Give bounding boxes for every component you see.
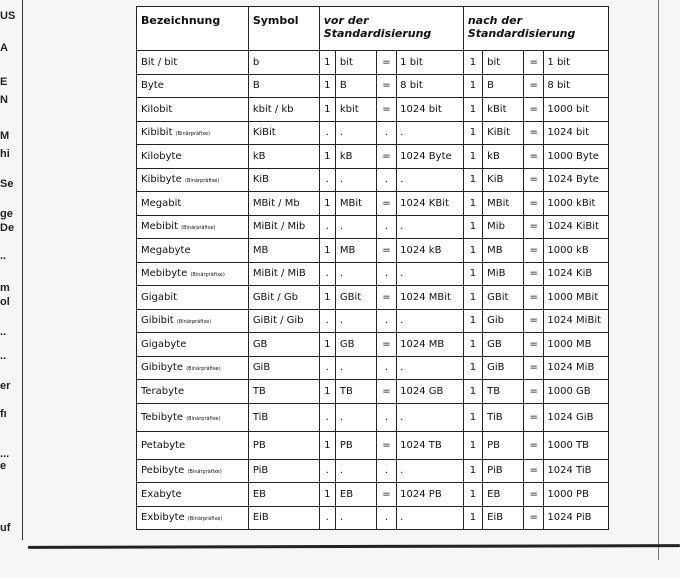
left-fragment-text: ... <box>0 448 10 460</box>
cell-nach-count: 1 <box>463 74 482 98</box>
cell-bezeichnung <box>137 380 249 404</box>
table-row <box>137 459 609 483</box>
cell-vor-value: . <box>397 121 464 145</box>
cell-nach-count: 1 <box>463 145 482 169</box>
left-fragment-text: E <box>0 76 8 88</box>
cell-nach-equals: = <box>524 403 544 431</box>
left-fragment-text: N <box>0 94 8 106</box>
cell-vor-unit: kbit <box>335 98 376 122</box>
cell-vor-equals: . <box>376 459 396 483</box>
unit-name: Exabyte <box>141 488 182 500</box>
unit-name: Megabit <box>141 197 182 209</box>
cell-bezeichnung <box>137 168 249 192</box>
cell-symbol: PB <box>248 431 319 459</box>
cell-vor-value: . <box>397 459 464 483</box>
binary-prefix-note: (Binärpräfixe) <box>187 516 223 523</box>
binary-prefix-note: (Binärpräfixe) <box>186 366 221 373</box>
cell-nach-value: 1000 kBit <box>544 192 609 216</box>
left-fragment-text: .. <box>0 350 7 362</box>
cell-bezeichnung <box>137 431 249 459</box>
cell-bezeichnung <box>137 459 249 483</box>
cell-vor-count: . <box>319 309 335 333</box>
cell-symbol: GiBit / Gib <box>248 309 319 333</box>
cell-vor-unit: MB <box>335 239 376 263</box>
cell-symbol: TiB <box>248 403 319 431</box>
cell-nach-value: 1024 GiB <box>544 403 609 431</box>
unit-name: Mebibit <box>141 221 178 233</box>
cell-vor-equals: . <box>376 309 396 333</box>
cell-nach-value: 8 bit <box>544 74 609 98</box>
cell-nach-unit: GB <box>483 333 524 357</box>
cell-nach-count: 1 <box>463 309 482 333</box>
table-row <box>137 333 609 357</box>
cell-symbol: GB <box>248 333 319 357</box>
cell-vor-unit: kB <box>335 145 376 169</box>
cell-vor-equals: = <box>376 74 396 98</box>
cell-nach-count: 1 <box>463 121 482 145</box>
cell-nach-equals: = <box>524 309 544 333</box>
cell-nach-count: 1 <box>463 286 482 310</box>
binary-prefix-note: (Binärpräfixe) <box>187 469 222 476</box>
cell-vor-value: 8 bit <box>397 74 464 98</box>
cell-symbol: PiB <box>248 459 319 483</box>
cell-nach-count: 1 <box>463 506 482 530</box>
cell-nach-value: 1000 MB <box>544 333 609 357</box>
cell-vor-equals: = <box>376 286 396 310</box>
cell-nach-count: 1 <box>463 459 482 483</box>
cell-nach-equals: = <box>524 51 544 75</box>
unit-name: Terabyte <box>141 385 185 397</box>
unit-name: Byte <box>141 80 164 92</box>
cell-nach-count: 1 <box>463 431 482 459</box>
cell-nach-value: 1000 MBit <box>544 286 609 310</box>
unit-name: Tebibyte <box>141 411 184 423</box>
cell-nach-count: 1 <box>463 168 482 192</box>
unit-name: Kibibyte <box>141 174 182 186</box>
table-row <box>137 145 609 169</box>
left-fragment-text: M <box>0 130 10 142</box>
cell-nach-unit: EiB <box>483 506 524 530</box>
cell-vor-count: 1 <box>319 145 335 169</box>
cell-nach-value: 1024 bit <box>544 121 609 145</box>
left-fragment-text: ge <box>0 208 13 220</box>
table-row <box>137 192 609 216</box>
cell-vor-count: 1 <box>319 51 335 75</box>
table-row <box>137 239 609 263</box>
left-page-border <box>22 0 23 540</box>
cell-vor-equals: . <box>376 262 396 286</box>
cell-nach-equals: = <box>524 506 544 530</box>
unit-name: Gibibit <box>141 315 174 327</box>
cell-nach-equals: = <box>524 145 544 169</box>
cell-bezeichnung <box>137 121 249 145</box>
cell-bezeichnung <box>137 286 249 310</box>
cell-vor-equals: = <box>376 145 396 169</box>
cell-symbol: GBit / Gb <box>248 286 319 310</box>
left-fragment-text: .. <box>0 326 7 338</box>
cell-nach-unit: EB <box>483 483 524 507</box>
cell-nach-unit: PiB <box>483 459 524 483</box>
cell-vor-unit: . <box>335 356 376 380</box>
cell-nach-count: 1 <box>463 403 482 431</box>
cell-nach-value: 1 bit <box>544 51 609 75</box>
cell-vor-value: . <box>397 168 464 192</box>
cell-vor-equals: = <box>376 51 396 75</box>
left-fragment-text: US <box>0 10 16 22</box>
cell-bezeichnung <box>137 333 249 357</box>
cell-vor-unit: PB <box>335 431 376 459</box>
cell-symbol: MBit / Mb <box>248 192 319 216</box>
cell-symbol: MiBit / MiB <box>248 262 319 286</box>
cell-vor-unit: bit <box>335 51 376 75</box>
cell-nach-unit: B <box>483 74 524 98</box>
cell-vor-count: 1 <box>319 98 335 122</box>
col-header-symbol: Symbol <box>248 7 319 51</box>
cell-symbol: KiBit <box>248 121 319 145</box>
cell-nach-unit: KiBit <box>483 121 524 145</box>
cell-bezeichnung <box>137 145 249 169</box>
cell-symbol: kB <box>248 145 319 169</box>
cell-vor-count: . <box>319 121 335 145</box>
table-row <box>137 380 609 404</box>
cell-nach-equals: = <box>524 459 544 483</box>
cell-nach-equals: = <box>524 121 544 145</box>
cell-bezeichnung <box>137 215 249 239</box>
cell-nach-equals: = <box>524 483 544 507</box>
left-fragment-text: .. <box>0 250 7 262</box>
cell-bezeichnung <box>137 356 249 380</box>
cell-nach-value: 1024 KiBit <box>544 215 609 239</box>
left-fragment-text: De <box>0 222 15 234</box>
cell-nach-count: 1 <box>463 483 482 507</box>
cell-bezeichnung <box>137 98 249 122</box>
cell-vor-unit: . <box>335 215 376 239</box>
cell-bezeichnung <box>137 309 249 333</box>
cell-vor-equals: = <box>376 192 396 216</box>
binary-prefix-note: (Binärpräfixe) <box>181 225 216 232</box>
unit-name: Gigabyte <box>141 338 187 350</box>
cell-vor-equals: . <box>376 121 396 145</box>
left-fragment-text: m <box>0 282 10 294</box>
binary-prefix-note: (Binärpräfixe) <box>185 178 220 185</box>
left-fragment-text: ol <box>0 296 10 308</box>
cell-nach-unit: TB <box>483 380 524 404</box>
cell-nach-unit: MB <box>483 239 524 263</box>
cell-vor-count: . <box>319 403 335 431</box>
table-row <box>137 356 609 380</box>
cell-nach-count: 1 <box>463 262 482 286</box>
cell-nach-value: 1000 PB <box>544 483 609 507</box>
cell-vor-equals: = <box>376 380 396 404</box>
cell-nach-unit: TiB <box>483 403 524 431</box>
cell-vor-unit: . <box>335 262 376 286</box>
unit-name: Exbibyte <box>141 512 185 524</box>
cell-bezeichnung <box>137 403 249 431</box>
left-fragment-text: e <box>0 460 7 472</box>
cell-vor-count: 1 <box>319 239 335 263</box>
cell-vor-count: 1 <box>319 192 335 216</box>
cell-vor-value: 1024 Byte <box>397 145 464 169</box>
cell-vor-value: 1024 kB <box>397 239 464 263</box>
cell-nach-value: 1024 MiBit <box>544 309 609 333</box>
cell-nach-unit: MiB <box>483 262 524 286</box>
cell-nach-unit: KiB <box>483 168 524 192</box>
col-header-bezeichnung: Bezeichnung <box>137 7 249 51</box>
cell-vor-equals: = <box>376 431 396 459</box>
cell-vor-unit: EB <box>335 483 376 507</box>
cell-vor-count: 1 <box>319 333 335 357</box>
cell-nach-equals: = <box>524 239 544 263</box>
table-row <box>137 121 609 145</box>
cell-nach-value: 1000 GB <box>544 380 609 404</box>
cell-vor-count: . <box>319 506 335 530</box>
unit-name: Bit / bit <box>141 56 178 68</box>
cell-nach-value: 1024 MiB <box>544 356 609 380</box>
cell-vor-value: 1024 GB <box>397 380 464 404</box>
cell-vor-value: . <box>397 309 464 333</box>
left-fragment-text: er <box>0 380 11 392</box>
cell-nach-equals: = <box>524 74 544 98</box>
cell-nach-value: 1000 TB <box>544 431 609 459</box>
cell-vor-value: 1024 PB <box>397 483 464 507</box>
binary-prefix-note: (Binärpräfixe) <box>175 131 211 138</box>
unit-name: Kilobyte <box>141 150 182 162</box>
left-fragment-text: uf <box>0 522 11 534</box>
cell-vor-unit: . <box>335 168 376 192</box>
cell-nach-value: 1000 bit <box>544 98 609 122</box>
cell-vor-equals: . <box>376 215 396 239</box>
cell-vor-unit: GBit <box>335 286 376 310</box>
cell-bezeichnung <box>137 483 249 507</box>
unit-name: Megabyte <box>141 244 191 256</box>
unit-name: Petabyte <box>141 439 186 451</box>
cell-symbol: GiB <box>248 356 319 380</box>
cell-bezeichnung <box>137 51 249 75</box>
cell-nach-unit: Mib <box>483 215 524 239</box>
cell-nach-value: 1000 kB <box>544 239 609 263</box>
cell-nach-equals: = <box>524 356 544 380</box>
cell-nach-count: 1 <box>463 98 482 122</box>
unit-name: Gigabit <box>141 291 178 303</box>
table-row <box>137 215 609 239</box>
cell-symbol: TB <box>248 380 319 404</box>
cell-bezeichnung <box>137 74 249 98</box>
table-row <box>137 98 609 122</box>
cell-nach-unit: PB <box>483 431 524 459</box>
cell-symbol: KiB <box>248 168 319 192</box>
cell-symbol: MiBit / Mib <box>248 215 319 239</box>
binary-prefix-note: (Binärpräfixe) <box>190 272 225 279</box>
cell-symbol: MB <box>248 239 319 263</box>
cell-nach-count: 1 <box>463 333 482 357</box>
col-header-nach <box>463 7 608 51</box>
table-row <box>137 74 609 98</box>
cell-vor-count: 1 <box>319 380 335 404</box>
cell-nach-equals: = <box>524 168 544 192</box>
cell-nach-value: 1024 KiB <box>544 262 609 286</box>
cell-vor-unit: . <box>335 506 376 530</box>
cell-nach-equals: = <box>524 262 544 286</box>
cell-vor-unit: . <box>335 121 376 145</box>
cell-nach-value: 1024 TiB <box>544 459 609 483</box>
cell-bezeichnung <box>137 506 249 530</box>
col-header-vor-text: vor der Standardisierung <box>323 14 432 40</box>
cell-nach-count: 1 <box>463 380 482 404</box>
cell-vor-value: 1024 TB <box>397 431 464 459</box>
cell-bezeichnung <box>137 239 249 263</box>
left-fragment-text: A <box>0 42 8 54</box>
unit-name: Kilobit <box>141 103 173 115</box>
left-page-fragment <box>0 0 24 560</box>
cell-nach-equals: = <box>524 333 544 357</box>
cell-vor-equals: . <box>376 356 396 380</box>
left-fragment-text: Se <box>0 178 14 190</box>
unit-name: Kibibit <box>141 127 173 139</box>
binary-prefix-note: (Binärpräfixe) <box>176 319 212 326</box>
cell-vor-equals: = <box>376 483 396 507</box>
cell-vor-unit: B <box>335 74 376 98</box>
cell-nach-equals: = <box>524 215 544 239</box>
cell-vor-value: . <box>397 356 464 380</box>
cell-symbol: kbit / kb <box>248 98 319 122</box>
cell-vor-value: 1024 MBit <box>397 286 464 310</box>
cell-vor-unit: . <box>335 459 376 483</box>
cell-vor-value: . <box>397 262 464 286</box>
table-row <box>137 51 609 75</box>
right-page-border <box>658 0 659 560</box>
unit-name: Mebibyte <box>141 268 188 280</box>
cell-vor-count: 1 <box>319 286 335 310</box>
cell-nach-unit: GBit <box>483 286 524 310</box>
cell-nach-equals: = <box>524 192 544 216</box>
cell-vor-unit: TB <box>335 380 376 404</box>
cell-nach-unit: Gib <box>483 309 524 333</box>
table-row <box>137 309 609 333</box>
cell-bezeichnung <box>137 192 249 216</box>
cell-vor-count: 1 <box>319 483 335 507</box>
cell-nach-unit: bit <box>483 51 524 75</box>
cell-vor-count: . <box>319 168 335 192</box>
cell-nach-equals: = <box>524 286 544 310</box>
cell-vor-equals: . <box>376 506 396 530</box>
cell-nach-equals: = <box>524 431 544 459</box>
cell-nach-equals: = <box>524 98 544 122</box>
cell-vor-unit: MBit <box>335 192 376 216</box>
cell-nach-count: 1 <box>463 239 482 263</box>
cell-nach-unit: kB <box>483 145 524 169</box>
left-fragment-text: hi <box>0 148 10 160</box>
cell-vor-count: . <box>319 459 335 483</box>
table-row <box>137 168 609 192</box>
table-row <box>137 483 609 507</box>
cell-vor-value: 1 bit <box>397 51 464 75</box>
binary-prefix-note: (Binärpräfixe) <box>186 415 221 422</box>
cell-vor-value: . <box>397 215 464 239</box>
cell-vor-equals: = <box>376 98 396 122</box>
cell-nach-value: 1024 PiB <box>544 506 609 530</box>
cell-nach-equals: = <box>524 380 544 404</box>
cell-nach-count: 1 <box>463 51 482 75</box>
table-row <box>137 506 609 530</box>
cell-symbol: EiB <box>248 506 319 530</box>
cell-vor-unit: . <box>335 309 376 333</box>
cell-vor-count: . <box>319 215 335 239</box>
unit-table <box>136 6 609 530</box>
table-body <box>137 51 609 530</box>
cell-vor-count: . <box>319 262 335 286</box>
cell-symbol: b <box>248 51 319 75</box>
cell-nach-value: 1000 Byte <box>544 145 609 169</box>
header-row <box>137 7 609 51</box>
cell-nach-unit: GiB <box>483 356 524 380</box>
cell-vor-unit: . <box>335 403 376 431</box>
cell-vor-count: 1 <box>319 431 335 459</box>
bottom-rule <box>28 544 680 549</box>
col-header-nach-text: nach der Standardisierung <box>467 14 576 40</box>
cell-vor-unit: GB <box>335 333 376 357</box>
left-fragment-text: fı <box>0 408 7 420</box>
cell-vor-equals: . <box>376 403 396 431</box>
cell-vor-value: . <box>397 403 464 431</box>
cell-vor-count: . <box>319 356 335 380</box>
col-header-vor <box>319 7 463 51</box>
cell-vor-value: 1024 KBit <box>397 192 464 216</box>
table-row <box>137 262 609 286</box>
unit-name: Pebibyte <box>141 465 185 477</box>
table-row <box>137 403 609 431</box>
cell-symbol: EB <box>248 483 319 507</box>
cell-nach-count: 1 <box>463 356 482 380</box>
unit-name: Gibibyte <box>141 362 183 374</box>
cell-vor-equals: . <box>376 168 396 192</box>
cell-bezeichnung <box>137 262 249 286</box>
cell-vor-value: . <box>397 506 464 530</box>
cell-vor-value: 1024 bit <box>397 98 464 122</box>
cell-symbol: B <box>248 74 319 98</box>
cell-nach-count: 1 <box>463 215 482 239</box>
cell-nach-unit: MBit <box>483 192 524 216</box>
cell-vor-value: 1024 MB <box>397 333 464 357</box>
cell-vor-equals: = <box>376 333 396 357</box>
table-row <box>137 431 609 459</box>
cell-nach-value: 1024 Byte <box>544 168 609 192</box>
table-row <box>137 286 609 310</box>
cell-vor-count: 1 <box>319 74 335 98</box>
cell-vor-equals: = <box>376 239 396 263</box>
cell-nach-count: 1 <box>463 192 482 216</box>
cell-nach-unit: kBit <box>483 98 524 122</box>
